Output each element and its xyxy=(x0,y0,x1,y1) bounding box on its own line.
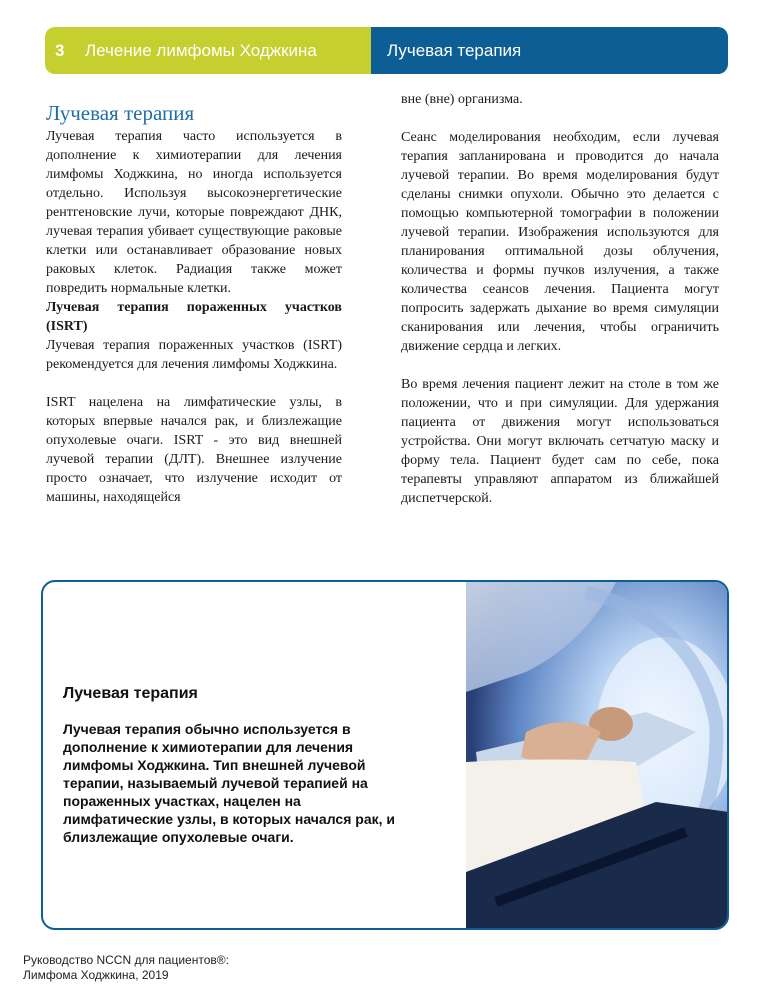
chapter-title: Лечение лимфомы Ходжкина xyxy=(85,40,317,60)
callout-body: Лучевая терапия обычно используется в дополнение к химиотерапии для лечения лимфомы Ходжкина. Тип внешней лучевой терапии, называемый лучевой терапией на пораженных участках, нацелен на лимфатические узлы, в которых начался рак, и близлежащие опухолевые очаги. xyxy=(63,721,396,845)
callout-text xyxy=(63,685,413,846)
intro-paragraph: Лучевая терапия часто используется в дополнение к химиотерапии для лечения лимфомы Ходжкина, но иногда используется отдельно. Используя высокоэнергетические рентгеновские лучи, которые повреждают ДНК, лучевая терапия убивает существующие раковые клетки или останавливает образование новых раковых клеток. Радиация также может повредить нормальные клетки. xyxy=(46,129,342,296)
isrt-target-paragraph: ISRT нацелена на лимфатические узлы, в которых впервые начался рак, и близлежащие опухолевые очаги. ISRT - это вид внешней лучевой терапии (ДЛТ). Внешнее излучение просто означает, что излучение исходит от машины, находящейся xyxy=(46,395,342,505)
isrt-heading: Лучевая терапия пораженных участков (ISRT) xyxy=(46,300,342,334)
footer xyxy=(23,953,229,983)
footer-line-1: Руководство NCCN для пациентов®: xyxy=(23,953,229,967)
section-banner xyxy=(371,27,728,74)
chapter-number: 3 xyxy=(55,40,65,60)
callout-title: Лучевая терапия xyxy=(63,685,198,702)
simulation-paragraph: Сеанс моделирования необходим, если лучевая терапия запланирована и проводится до начала лучевой терапии. Во время моделирования будут сделаны снимки опухоли. Обычно это делается с помощью компьютерной томографии в положении лучевой терапии. Изображения используются для планирования оптимальной дозы облучения, количества и формы пучков излучения, а также количества сеансов лечения. Пациента могут попросить задержать дыхание во время симуляции сканирования или лечения, чтобы ограничить движение сердца и легких. xyxy=(401,130,719,354)
page-title: Лучевая терапия xyxy=(46,101,195,125)
left-column xyxy=(46,100,342,507)
right-column xyxy=(401,90,719,508)
footer-line-2: Лимфома Ходжкина, 2019 xyxy=(23,968,169,982)
section-title: Лучевая терапия xyxy=(387,40,522,60)
continuation-text: вне (вне) организма. xyxy=(401,92,523,107)
treatment-paragraph: Во время лечения пациент лежит на столе в том же положении, что и при симуляции. Для удержания пациента от движения могут использоваться устройства. Они могут включать сетчатую маску и форму тела. Пациент будет сам по себе, пока терапевты управляют аппаратом из ближайшей диспетчерской. xyxy=(401,377,719,506)
isrt-paragraph: Лучевая терапия пораженных участков (ISRT) рекомендуется для лечения лимфомы Ходжкина. xyxy=(46,338,342,372)
page-header xyxy=(45,27,728,74)
radiation-therapy-photo xyxy=(466,582,729,928)
callout-box xyxy=(41,580,729,930)
chapter-banner xyxy=(45,27,371,74)
